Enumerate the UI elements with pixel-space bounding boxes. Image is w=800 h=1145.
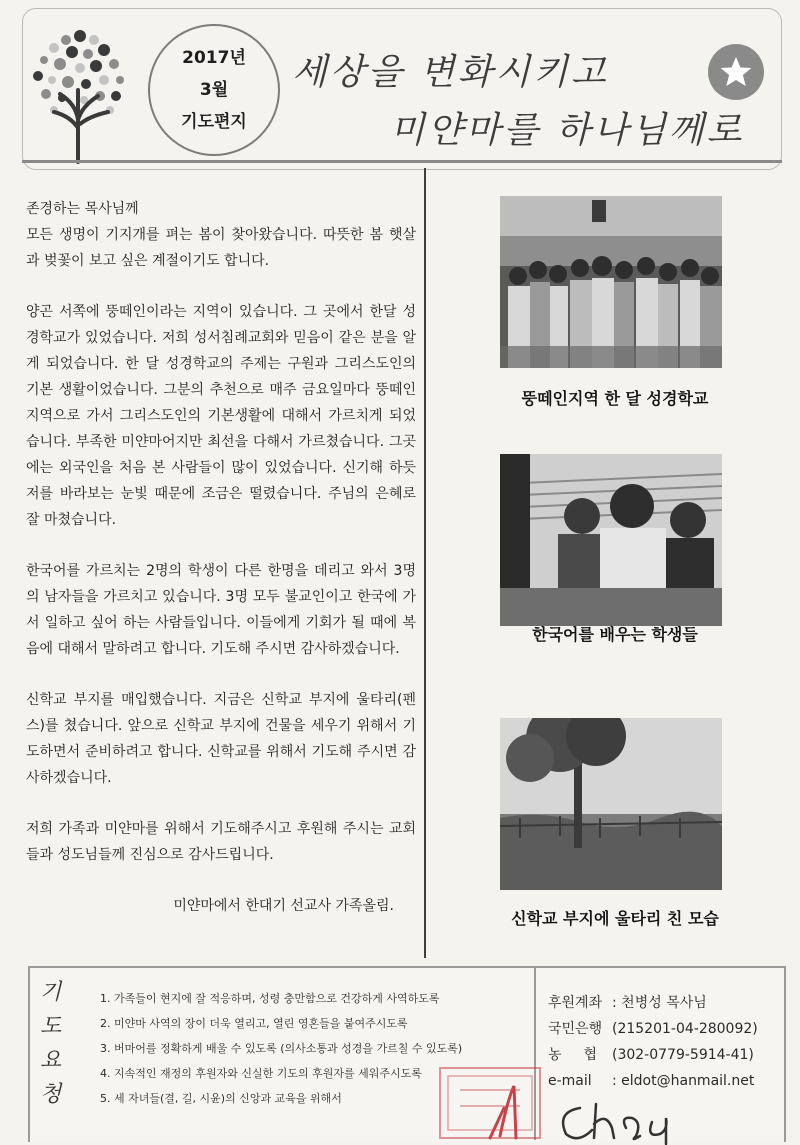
title-line-2: 미얀마를 하나님께로	[390, 110, 745, 151]
account-value: : 천병성 목사님	[612, 995, 707, 1011]
prayer-label-line1: 기도	[40, 980, 68, 1039]
photo-caption-3: 신학교 부지에 울타리 친 모습	[511, 909, 719, 928]
support-bank1-row	[548, 1016, 778, 1042]
bank2-account: (302-0779-5914-41)	[612, 1047, 754, 1063]
prayer-item: 1. 가족들이 현지에 잘 적응하며, 성령 충만함으로 건강하게 사역하도록	[100, 992, 440, 1005]
letter-paragraph: 한국어를 가르치는 2명의 학생이 다른 한명을 데리고 와서 3명의 남자들을 가르치고 있습니다. 3명 모두 불교인이고 한국에 가서 일하고 싶어 하는 사람들입니다. 이들에게 기회가 될 때에 복음에 대해서 말하려고 합니다. 기도해 주시면 감사하겠습니다.	[26, 563, 416, 657]
support-account-row	[548, 990, 778, 1016]
prayer-item: 3. 버마어를 정확하게 배울 수 있도록 (의사소통과 성경을 가르칠 수 있도록)	[100, 1042, 463, 1055]
photo-bible-school	[500, 196, 722, 368]
date-badge	[148, 24, 280, 156]
support-bank2-row	[548, 1042, 778, 1068]
photo-korean-students	[500, 454, 722, 626]
letter-paragraph: 양곤 서쪽에 뚱떼인이라는 지역이 있습니다. 그 곳에서 한달 성경학교가 있었습니다. 저희 성서침례교회와 믿음이 같은 분을 알게 되었습니다. 한 달 성경학교의 주제는 구원과 그리스도인의 기본 생활이었습니다. 그분의 추천으로 매주 금요일마다 뚱떼인지역으로 가서 그리스도인의 기본생활에 대해서 가르치게 되었습니다. 부족한 미얀마어지만 최선을 다해서 가르쳤습니다. 그곳에는 외국인을 처음 본 사람들이 많이 있었습니다. 신기해 하듯 저를 바라보는 눈빛 때문에 조금은 떨렸습니다. 주님의 은혜로 잘 마쳤습니다.	[26, 304, 416, 528]
title-line-1: 세상을 변화시키고	[292, 52, 609, 93]
letter-salutation: 존경하는 목사님께	[26, 201, 139, 217]
letter-paragraph: 저희 가족과 미얀마를 위해서 기도해주시고 후원해 주시는 교회들과 성도님들께 진심으로 감사드립니다.	[26, 821, 416, 863]
handwritten-signature-icon	[470, 1078, 720, 1145]
date-month: 3월	[199, 80, 229, 100]
column-divider	[424, 168, 426, 958]
bank2-name: 농협	[548, 1047, 620, 1063]
bank1-name: 국민은행	[548, 1021, 603, 1037]
email-label: e-mail	[548, 1073, 592, 1089]
bank1-account: (215201-04-280092)	[612, 1021, 758, 1037]
email-value: : eldot@hanmail.net	[612, 1073, 755, 1089]
prayer-item: 4. 지속적인 재정의 후원자와 신실한 기도의 후원자를 세워주시도록	[100, 1067, 422, 1080]
photo-caption-2: 한국어를 배우는 학생들	[532, 625, 698, 644]
date-year: 2017년	[182, 48, 246, 68]
photo-seminary-land	[500, 718, 722, 890]
photo-caption-1: 뚱떼인지역 한 달 성경학교	[521, 389, 709, 408]
letter-paragraph: 신학교 부지를 매입했습니다. 지금은 신학교 부지에 울타리(펜스)를 쳤습니다. 앞으로 신학교 부지에 건물을 세우기 위해서 기도하면서 준비하려고 합니다. 신학교를 위해서 기도해 주시면 감사하겠습니다.	[26, 692, 416, 786]
prayer-label-line2: 요청	[40, 1048, 68, 1107]
letter-body	[26, 196, 416, 944]
letter-paragraph: 모든 생명이 기지개를 펴는 봄이 찾아왔습니다. 따뜻한 봄 햇살과 벚꽃이 보고 싶은 계절이기도 합니다.	[26, 227, 416, 269]
date-label: 기도편지	[181, 112, 247, 132]
letter-signature: 미얀마에서 한대기 선교사 가족올림.	[173, 898, 394, 914]
header-divider	[22, 160, 782, 163]
prayer-request-label	[40, 976, 90, 1112]
tree-logo-icon	[24, 24, 136, 164]
star-badge-icon	[708, 44, 764, 100]
account-label: 후원계좌	[548, 995, 603, 1011]
prayer-item: 5. 세 자녀들(결, 길, 시윤)의 신앙과 교육을 위해서	[100, 1092, 342, 1105]
prayer-item: 2. 미얀마 사역의 장이 더욱 열리고, 열린 영혼들을 붙여주시도록	[100, 1017, 408, 1030]
